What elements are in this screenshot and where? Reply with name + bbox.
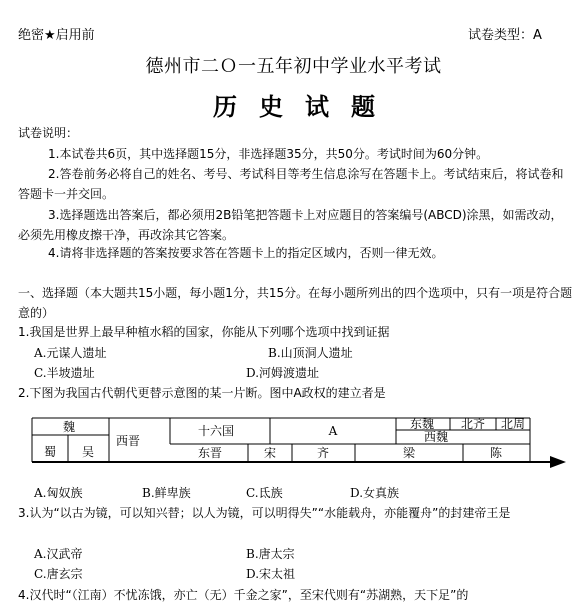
option-d: D.女真族: [350, 486, 400, 500]
option-a: A.元谋人遗址: [34, 346, 107, 360]
timeline-label: 北齐: [460, 417, 486, 431]
exam-title: 德州市二Ｏ一五年初中学业水平考试: [145, 56, 442, 77]
timeline-label: 东晋: [197, 446, 223, 460]
paper-type-label: 试卷类型：A: [468, 28, 542, 43]
instruction-item: 4.请将非选择题的答案按要求答在答题卡上的指定区域内，否则一律无效。: [48, 246, 444, 260]
section-heading: 一、选择题（本大题共15小题，每小题1分，共15分。在每小题所列出的四个选项中，只有一项是符合题意的）: [18, 286, 573, 320]
timeline-label: 十六国: [197, 424, 235, 438]
confidential-label: 绝密★启用前: [18, 28, 95, 43]
timeline-label: 西魏: [423, 430, 449, 444]
option-b: B.山顶洞人遗址: [268, 346, 353, 360]
timeline-label: 陈: [489, 446, 503, 460]
timeline-label: 东魏: [409, 417, 435, 431]
option-c: C.氐族: [246, 486, 283, 500]
option-a: A.匈奴族: [34, 486, 83, 500]
dynasty-timeline: [20, 410, 570, 472]
timeline-label: 蜀: [43, 445, 57, 459]
question-stem: 1.我国是世界上最早种植水稻的国家，你能从下列哪个选项中找到证据: [18, 325, 390, 339]
instruction-item: 3.选择题选出答案后，都必须用2B铅笔把答题卡上对应题目的答案编号(ABCD)涂黑，如需改动，必须先用橡皮擦干净，再改涂其它答案。: [18, 208, 563, 242]
question-stem: 4.汉代时“（江南）不忧冻饿，亦亡（无）千金之家”，至宋代则有“苏湖熟，天下足”的: [18, 588, 469, 602]
timeline-label: 吴: [81, 445, 95, 459]
instruction-item: 1.本试卷共6页，其中选择题15分，非选择题35分，共50分。考试时间为60分钟。: [48, 147, 489, 161]
timeline-label: 西晋: [115, 434, 141, 448]
timeline-label: 梁: [402, 446, 416, 460]
timeline-label: A: [328, 424, 338, 438]
instruction-item: 2.答卷前务必将自己的姓名、考号、考试科目等考生信息涂写在答题卡上。考试结束后，将试卷和答题卡一并交回。: [18, 167, 564, 201]
option-d: D.宋太祖: [246, 567, 296, 581]
option-c: C.唐玄宗: [34, 567, 83, 581]
timeline-label: 宋: [263, 446, 277, 460]
option-b: B.鲜卑族: [142, 486, 191, 500]
option-b: B.唐太宗: [246, 547, 295, 561]
option-d: D.河姆渡遗址: [246, 366, 320, 380]
subject-title: 历史试题: [213, 92, 397, 121]
option-a: A.汉武帝: [34, 547, 83, 561]
question-stem: 2.下图为我国古代朝代更替示意图的某一片断。图中A政权的建立者是: [18, 386, 386, 400]
question-stem: 3.认为“以古为镜，可以知兴替；以人为镜，可以明得失”“水能载舟，亦能覆舟”的封建帝王是: [18, 506, 511, 520]
timeline-label: 魏: [62, 420, 76, 434]
timeline-label: 齐: [316, 446, 330, 460]
arrow-head-icon: [550, 456, 566, 468]
timeline-label: 北周: [500, 417, 526, 431]
option-c: C.半坡遗址: [34, 366, 95, 380]
instructions-heading: 试卷说明：: [18, 126, 79, 140]
